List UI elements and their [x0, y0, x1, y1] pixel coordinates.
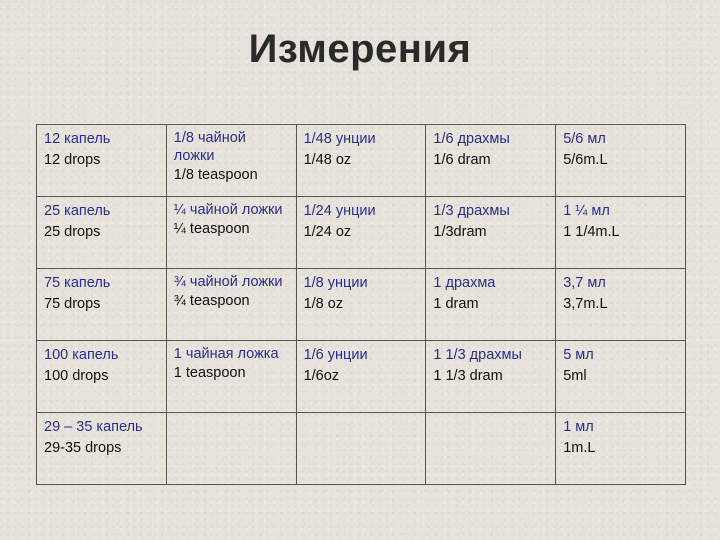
table-cell [37, 269, 167, 341]
table-cell [426, 197, 556, 269]
table-cell [166, 197, 296, 269]
table-cell [426, 341, 556, 413]
table-cell [556, 413, 686, 485]
cell-en: 1/48 oz [303, 152, 352, 168]
cell-ru: 1/6 драхмы [433, 131, 510, 147]
cell-en: 25 drops [44, 224, 101, 240]
cell-ru: 1/8 чайной ложки [173, 130, 246, 164]
cell-ru: 100 капель [44, 347, 119, 363]
table-cell [556, 269, 686, 341]
cell-en: 12 drops [44, 152, 101, 168]
cell-ru: 1/8 унции [303, 275, 368, 291]
cell-en: 75 drops [44, 296, 101, 312]
table-cell [166, 341, 296, 413]
cell-en: 3,7m.L [563, 296, 608, 312]
table-cell [166, 125, 296, 197]
table-cell [556, 197, 686, 269]
cell-en: 29-35 drops [44, 440, 122, 456]
table-cell [296, 125, 426, 197]
table-cell [296, 341, 426, 413]
table-cell [556, 125, 686, 197]
cell-en: 1 dram [433, 296, 479, 312]
cell-en: 1/6oz [303, 368, 340, 384]
cell-en: 1/8 teaspoon [173, 167, 258, 183]
cell-en: 5/6m.L [563, 152, 608, 168]
cell-ru: ¾ чайной ложки [173, 274, 283, 290]
cell-en: ¾ teaspoon [173, 293, 250, 309]
cell-ru: 1 1/3 драхмы [433, 347, 522, 363]
table-cell [166, 269, 296, 341]
table-row [37, 413, 686, 485]
cell-en: 1/6 dram [433, 152, 491, 168]
table-cell [37, 125, 167, 197]
cell-en: 1 1/3 dram [433, 368, 503, 384]
table-cell [296, 197, 426, 269]
table-row [37, 125, 686, 197]
table-cell [37, 341, 167, 413]
table-cell [296, 413, 426, 485]
cell-en: ¼ teaspoon [173, 221, 250, 237]
cell-ru: 1 драхма [433, 275, 496, 291]
cell-ru: 3,7 мл [563, 275, 606, 291]
table-row [37, 197, 686, 269]
cell-en: 1/3dram [433, 224, 487, 240]
table-cell [426, 125, 556, 197]
cell-ru: 1/6 унции [303, 347, 368, 363]
table-cell [37, 413, 167, 485]
cell-en: 1/8 oz [303, 296, 344, 312]
cell-ru: 5 мл [563, 347, 594, 363]
cell-en: 100 drops [44, 368, 109, 384]
cell-ru: ¼ чайной ложки [173, 202, 283, 218]
cell-ru: 1/48 унции [303, 131, 376, 147]
page-title: Измерения [248, 27, 472, 71]
table-row [37, 269, 686, 341]
cell-en: 1m.L [563, 440, 596, 456]
table-cell [166, 413, 296, 485]
cell-ru: 75 капель [44, 275, 111, 291]
table-row [37, 341, 686, 413]
cell-ru: 5/6 мл [563, 131, 606, 147]
cell-ru: 29 – 35 капель [44, 419, 143, 435]
cell-ru: 1 мл [563, 419, 594, 435]
cell-en: 1/24 oz [303, 224, 352, 240]
table-cell [556, 341, 686, 413]
cell-ru: 1 ¼ мл [563, 203, 610, 219]
cell-en: 1 1/4m.L [563, 224, 620, 240]
table-cell [426, 413, 556, 485]
measurements-table [36, 124, 686, 485]
cell-ru: 1/24 унции [303, 203, 376, 219]
table-cell [37, 197, 167, 269]
cell-ru: 12 капель [44, 131, 111, 147]
cell-ru: 1 чайная ложка [173, 346, 279, 362]
cell-en: 5ml [563, 368, 587, 384]
table-cell [296, 269, 426, 341]
cell-ru: 1/3 драхмы [433, 203, 510, 219]
table-cell [426, 269, 556, 341]
cell-ru: 25 капель [44, 203, 111, 219]
cell-en: 1 teaspoon [173, 365, 246, 381]
